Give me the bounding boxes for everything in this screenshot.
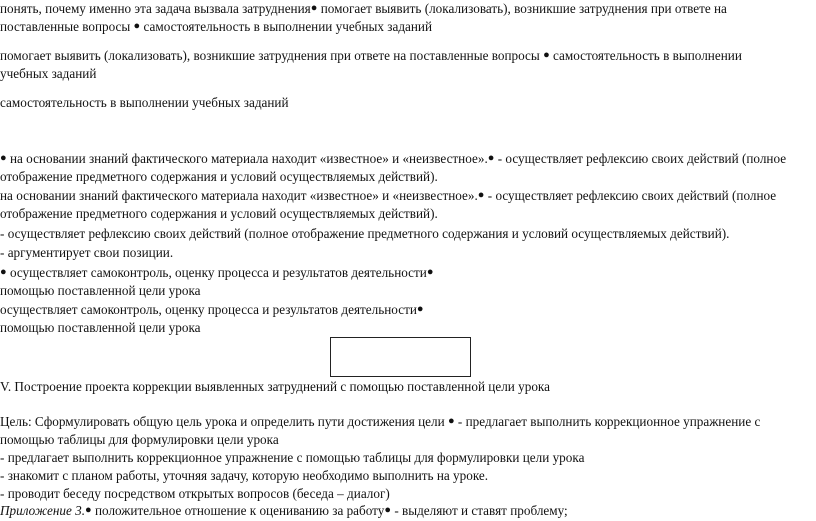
- bullet-icon: ●: [310, 2, 318, 14]
- bullet-icon: ●: [85, 504, 92, 516]
- text-line: помощью поставленной цели урока: [0, 283, 201, 298]
- bullet-icon: ●: [543, 49, 550, 61]
- section-heading: V. Построение проекта коррекции выявленных затруднений с помощью поставленной цели урока: [0, 379, 550, 394]
- text-line: помощью таблицы для формулировки цели урока: [0, 432, 279, 447]
- text-line: самостоятельность в выполнении учебных заданий: [0, 95, 289, 110]
- appendix-label: Приложение 3.: [0, 503, 86, 518]
- bullet-icon: ●: [0, 152, 7, 164]
- text-line: учебных заданий: [0, 66, 97, 81]
- text-line: осуществляет самоконтроль, оценку процесса и результатов деятельности●: [0, 302, 424, 317]
- text-line: понять, почему именно эта задача вызвала затруднения● помогает выявить (локализовать), возникшие затруднения при ответе на: [0, 1, 727, 16]
- text-line: Приложение 3.● положительное отношение к оцениванию за работу● - выделяют и ставят проблему;: [0, 503, 568, 518]
- text-line: Цель: Сформулировать общую цель урока и определить пути достижения цели ● - предлагает выполнить коррекционное упражнение с: [0, 414, 761, 429]
- bullet-icon: ●: [487, 152, 495, 164]
- bullet-icon: ●: [477, 189, 485, 201]
- text-line: отображение предметного содержания и условий осуществляемых действий).: [0, 169, 438, 184]
- text-line: ● осуществляет самоконтроль, оценку процесса и результатов деятельности●: [0, 265, 434, 280]
- bullet-icon: ●: [133, 20, 141, 32]
- bullet-icon: ●: [416, 303, 424, 315]
- bullet-icon: ●: [384, 504, 392, 516]
- text-line: - проводит беседу посредством открытых вопросов (беседа – диалог): [0, 486, 390, 501]
- text-line: - предлагает выполнить коррекционное упражнение с помощью таблицы для формулировки цели урока: [0, 450, 585, 465]
- bullet-icon: ●: [426, 266, 434, 278]
- text-line: помогает выявить (локализовать), возникшие затруднения при ответе на поставленные вопросы ● самостоятельность в выполнении: [0, 48, 742, 63]
- text-line: - аргументирует свои позиции.: [0, 245, 174, 260]
- text-line: на основании знаний фактического материала находит «известное» и «неизвестное».● - осуществляет рефлексию своих действий (полное: [0, 188, 777, 203]
- empty-frame: [330, 337, 471, 377]
- text-line: ● на основании знаний фактического материала находит «известное» и «неизвестное».● - осуществляет рефлексию своих действий (полное: [0, 151, 787, 166]
- text-line: - осуществляет рефлексию своих действий (полное отображение предметного содержания и условий осуществляемых действий).: [0, 226, 730, 241]
- text-line: помощью поставленной цели урока: [0, 320, 201, 335]
- text-line: отображение предметного содержания и условий осуществляемых действий).: [0, 206, 438, 221]
- text-line: поставленные вопросы ● самостоятельность в выполнении учебных заданий: [0, 19, 433, 34]
- bullet-icon: ●: [447, 415, 455, 427]
- text-line: - знакомит с планом работы, уточняя задачу, которую необходимо выполнить на уроке.: [0, 468, 489, 483]
- bullet-icon: ●: [0, 266, 7, 278]
